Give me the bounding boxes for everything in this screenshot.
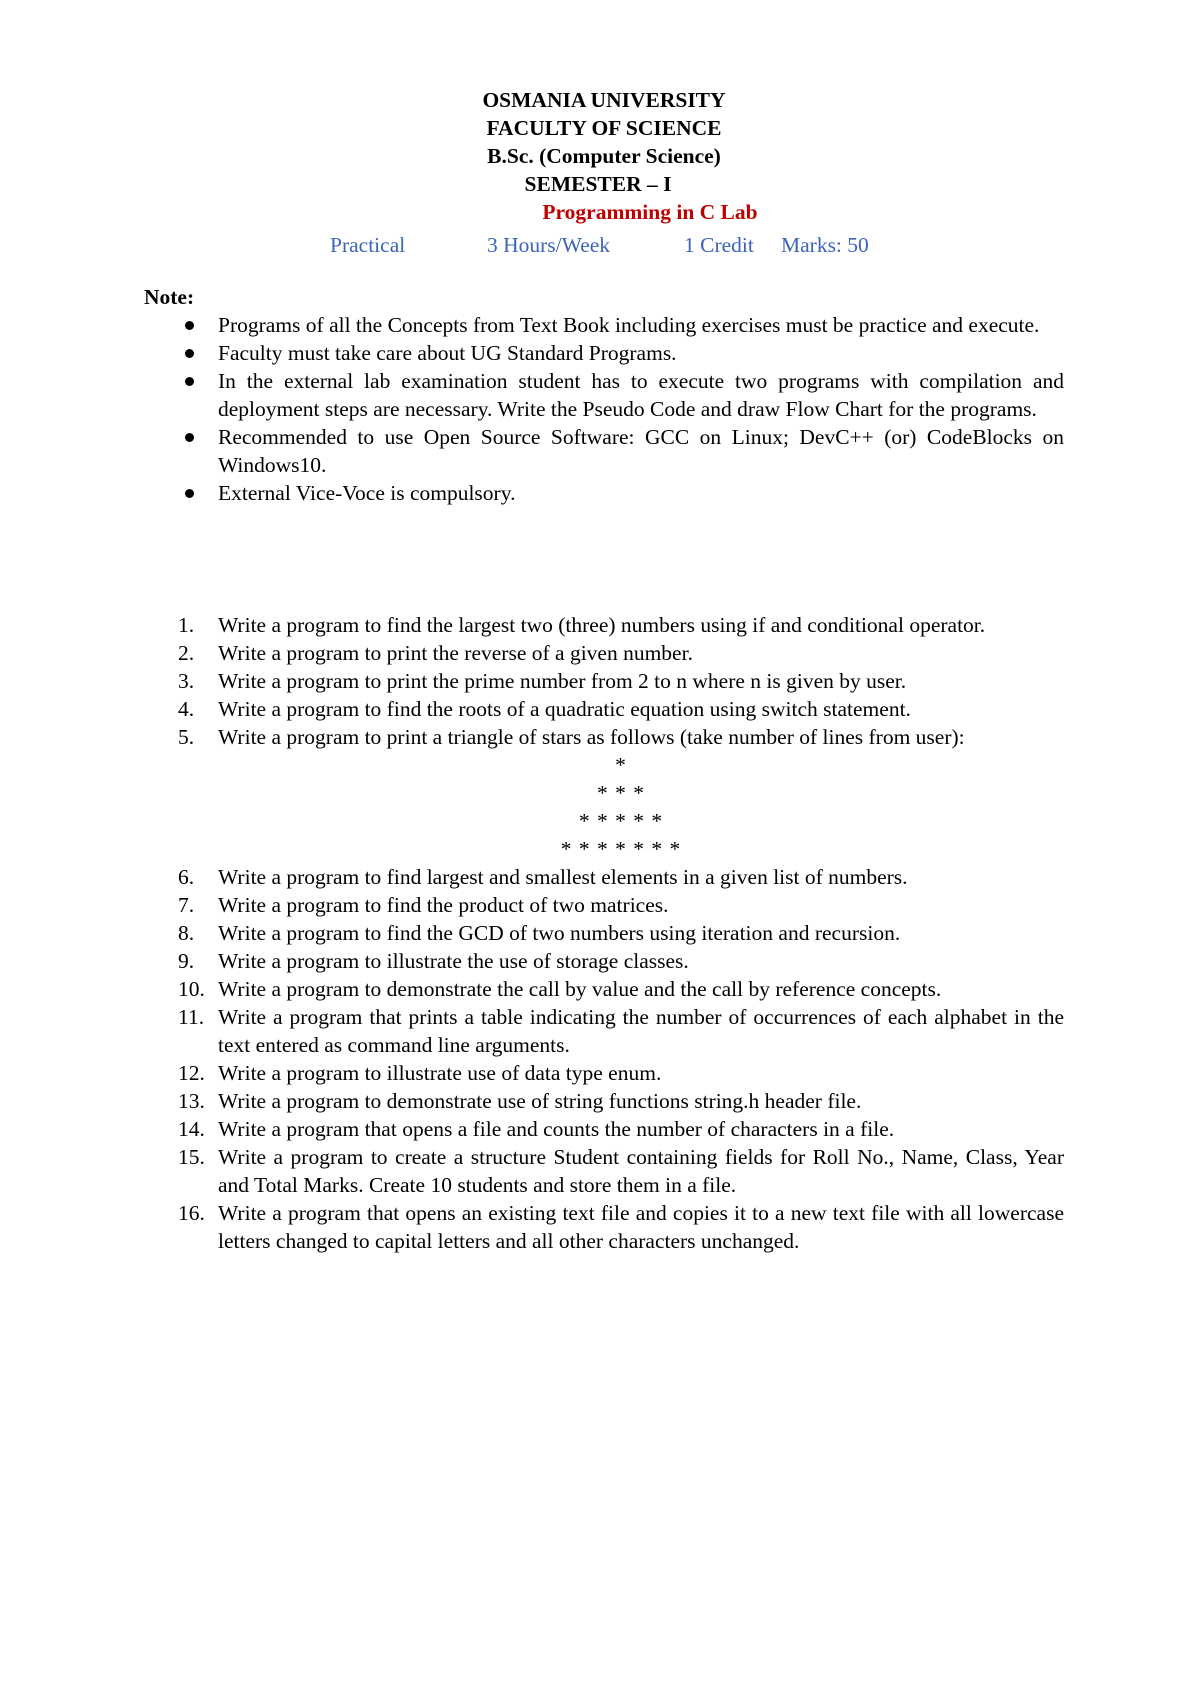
program-item: 4. Write a program to find the roots of a quadratic equation using switch statement. (178, 697, 911, 721)
meta-credit: 1 Credit (684, 233, 754, 257)
program-item: 10. Write a program to demonstrate the call by value and the call by reference concepts. (178, 977, 942, 1001)
program-item: 13. Write a program to demonstrate use of string functions string.h header file. (178, 1089, 862, 1113)
program-item: 12. Write a program to illustrate use of data type enum. (178, 1061, 662, 1085)
university-name: OSMANIA UNIVERSITY (482, 88, 726, 112)
program-item: 2. Write a program to print the reverse of a given number. (178, 641, 693, 665)
document-header (0, 86, 1200, 226)
program-item: 8. Write a program to find the GCD of two numbers using iteration and recursion. (178, 921, 901, 945)
star-triangle (178, 751, 1064, 863)
program-item: 16. Write a program that opens an existing text file and copies it to a new text file with all lowercase letters changed to capital letters and all other characters unchanged. (178, 1201, 1064, 1253)
star-row: * (615, 753, 627, 777)
program-item: 6. Write a program to find largest and smallest elements in a given list of numbers. (178, 865, 908, 889)
bullet-icon (185, 433, 194, 442)
course-title: Programming in C Lab (542, 200, 758, 224)
meta-marks: Marks: 50 (781, 233, 869, 257)
program-item: 15. Write a program to create a structure Student containing fields for Roll No., Name, Class, Year and Total Marks. Create 10 students and store them in a file. (178, 1145, 1064, 1197)
program-item: 5. Write a program to print a triangle of stars as follows (take number of lines from user): (178, 725, 965, 749)
note-item: In the external lab examination student has to execute two programs with compilation and deployment steps are necessary. Write the Pseudo Code and draw Flow Chart for the programs. (178, 367, 1064, 423)
program-item: 14. Write a program that opens a file and counts the number of characters in a file. (178, 1117, 895, 1141)
meta-hours: 3 Hours/Week (487, 233, 611, 257)
note-heading: Note: (144, 285, 195, 309)
semester-label: SEMESTER – I (524, 172, 672, 196)
note-item: Faculty must take care about UG Standard Programs. (178, 339, 1064, 367)
bullet-icon (185, 349, 194, 358)
meta-type: Practical (330, 233, 406, 257)
star-row: * * * * * (578, 809, 664, 833)
program-item: 11. Write a program that prints a table indicating the number of occurrences of each alphabet in the text entered as command line arguments. (178, 1005, 1064, 1057)
program-item: 1. Write a program to find the largest two (three) numbers using if and conditional operator. (178, 613, 986, 637)
program-item: 7. Write a program to find the product of two matrices. (178, 893, 669, 917)
program-item: 9. Write a program to illustrate the use of storage classes. (178, 949, 689, 973)
note-item: Programs of all the Concepts from Text Book including exercises must be practice and execute. (178, 311, 1064, 339)
star-row: * * * * * * * (560, 837, 682, 861)
bullet-icon (185, 321, 194, 330)
course-meta (0, 231, 1200, 259)
program-item: 3. Write a program to print the prime number from 2 to n where n is given by user. (178, 669, 907, 693)
star-row: * * * (597, 781, 645, 805)
faculty-name: FACULTY OF SCIENCE (486, 116, 722, 140)
bullet-icon (185, 377, 194, 386)
note-item: Recommended to use Open Source Software: GCC on Linux; DevC++ (or) CodeBlocks on Windows10. (178, 423, 1064, 479)
program-list (178, 611, 1064, 1255)
bullet-icon (185, 489, 194, 498)
note-list (178, 311, 1064, 507)
note-item: External Vice-Voce is compulsory. (178, 479, 1064, 507)
degree-program: B.Sc. (Computer Science) (487, 144, 721, 168)
